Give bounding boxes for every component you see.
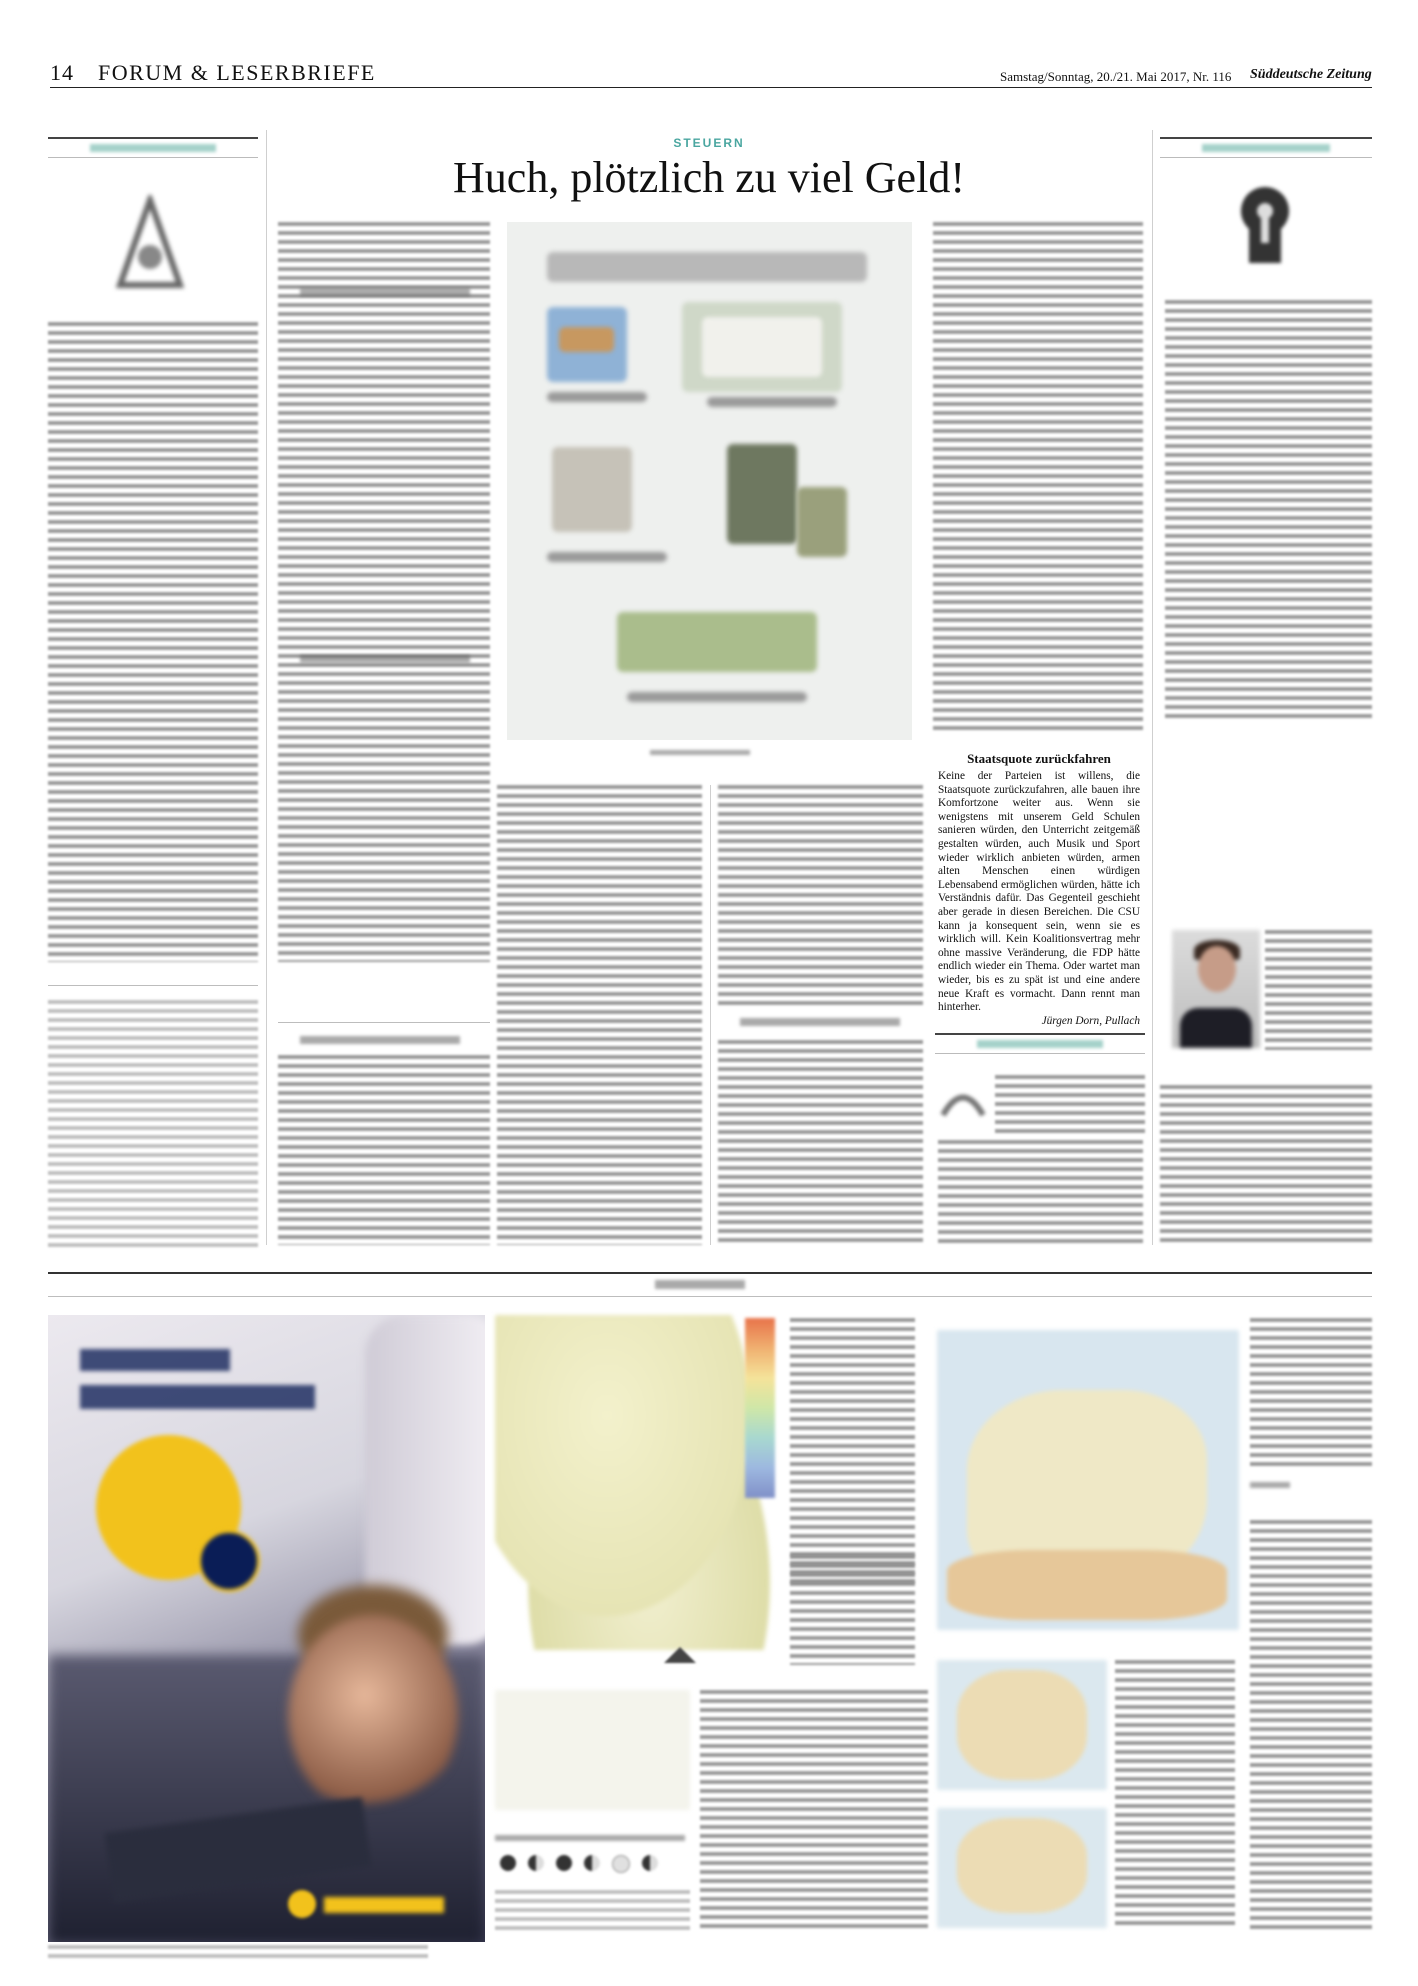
letter-signature: Jürgen Dorn, Pullach bbox=[1041, 1014, 1140, 1027]
letters-column-2-lower-text bbox=[278, 1055, 490, 1245]
letters-column-2-text bbox=[278, 222, 490, 962]
moon-full-icon bbox=[612, 1855, 630, 1873]
bottom-box-heading bbox=[935, 1033, 1145, 1054]
america-weather-map bbox=[937, 1660, 1107, 1790]
letter-body bbox=[938, 770, 1140, 1028]
author-bio-text bbox=[1265, 930, 1372, 1050]
asia-weather-map bbox=[937, 1808, 1107, 1928]
travel-weather-table bbox=[1250, 1520, 1372, 1930]
masthead-logo: Süddeutsche Zeitung bbox=[1250, 67, 1372, 82]
lufthansa-advertisement[interactable] bbox=[48, 1315, 485, 1942]
article-headline: Huch, plötzlich zu viel Geld! bbox=[453, 153, 965, 202]
letter-text: Keine der Parteien ist willens, die Staatsquote zurückzufahren, alle bauen ihre Komfortzone weiter aus. Wenn sie wenigstens mit unserem Geld Schulen sanieren würden, den Unterricht zeitgemäß gestalten würden, auch Musik und Sport wieder wirklich anbieten würden, armen alten Menschen einen würdigen Lebensabend ermöglichen würden, hätte ich Verständnis dafür. Das Gegenteil geschieht aber gerade in diesen Bereichen. Die CSU kann ja konsequent sein, wenn sie es wirklich will. Kein Koalitionsvertrag mehr ohne massive Veränderung, die FDP hätte endlich wieder ein Thema. Oder wartet man wieder, bis es zu spät ist und eine andere neue Kraft es vormacht. Dann rennt man hinterher. bbox=[938, 770, 1140, 1014]
right-column-lower-text bbox=[1160, 1085, 1372, 1245]
header-rule bbox=[50, 87, 1372, 88]
illustration-credit bbox=[650, 750, 750, 755]
weather-outlook-text bbox=[790, 1555, 915, 1665]
weather-section-title bbox=[655, 1280, 745, 1289]
sun-moon-times bbox=[495, 1890, 690, 1930]
page-number: 14 bbox=[50, 60, 74, 85]
world-cities-table bbox=[1115, 1660, 1235, 1930]
section-title: FORUM & LESERBRIEFE bbox=[98, 60, 376, 85]
left-box-heading bbox=[48, 137, 258, 158]
city-temperature-table bbox=[700, 1690, 928, 1930]
compass-icon bbox=[660, 1645, 700, 1665]
letters-column-3-text bbox=[497, 785, 702, 1245]
cartoon-illustration bbox=[507, 222, 912, 740]
left-box-illustration bbox=[110, 195, 190, 295]
ad-headline bbox=[80, 1339, 380, 1428]
issue-date-line: Samstag/Sonntag, 20./21. Mai 2017, Nr. 116 bbox=[1000, 69, 1232, 84]
ad-footnote bbox=[48, 1945, 428, 1959]
table-heading bbox=[1250, 1482, 1290, 1488]
column-separator bbox=[710, 785, 711, 1245]
moon-new-icon bbox=[500, 1855, 516, 1871]
weather-section-rule bbox=[48, 1272, 1372, 1274]
column-separator bbox=[1152, 130, 1153, 1245]
moon-icon bbox=[556, 1855, 572, 1871]
europe-weather-map bbox=[937, 1330, 1239, 1630]
weather-forecast-text bbox=[790, 1318, 915, 1588]
moon-phases bbox=[500, 1855, 690, 1875]
column-2-rule bbox=[278, 1022, 490, 1023]
letters-column-5-text bbox=[933, 222, 1143, 732]
europe-cities-table bbox=[1250, 1318, 1372, 1468]
author-photo bbox=[1172, 930, 1260, 1048]
keyhole-icon bbox=[1235, 183, 1295, 273]
bottom-box-text-continued bbox=[938, 1140, 1143, 1245]
germany-weather-map bbox=[495, 1315, 775, 1650]
moon-first-quarter-icon bbox=[528, 1855, 544, 1871]
right-box-heading bbox=[1160, 137, 1372, 158]
lufthansa-logo bbox=[288, 1890, 458, 1920]
left-column-lower-text bbox=[48, 1000, 258, 1250]
letters-column-4-lower-text bbox=[718, 1040, 923, 1245]
moon-phase-heading bbox=[495, 1835, 685, 1841]
forecast-mini-maps bbox=[495, 1690, 690, 1810]
bottom-box-illustration bbox=[938, 1075, 988, 1125]
letter-heading bbox=[740, 1018, 900, 1026]
left-column-text bbox=[48, 322, 258, 962]
letter-title: Staatsquote zurückfahren bbox=[967, 751, 1111, 766]
letter-heading bbox=[300, 655, 470, 663]
temperature-legend bbox=[745, 1318, 775, 1498]
weather-section-subrule bbox=[48, 1296, 1372, 1297]
moon-waning-icon bbox=[642, 1855, 658, 1871]
letters-column-4-text bbox=[718, 785, 923, 1005]
letter-heading bbox=[300, 288, 470, 296]
column-separator bbox=[266, 130, 267, 1245]
letter-heading bbox=[300, 1036, 460, 1044]
moon-last-quarter-icon bbox=[584, 1855, 600, 1871]
article-kicker: STEUERN bbox=[673, 136, 745, 150]
bottom-box-text bbox=[995, 1075, 1145, 1135]
left-column-rule bbox=[48, 985, 258, 986]
right-column-text bbox=[1165, 300, 1372, 720]
